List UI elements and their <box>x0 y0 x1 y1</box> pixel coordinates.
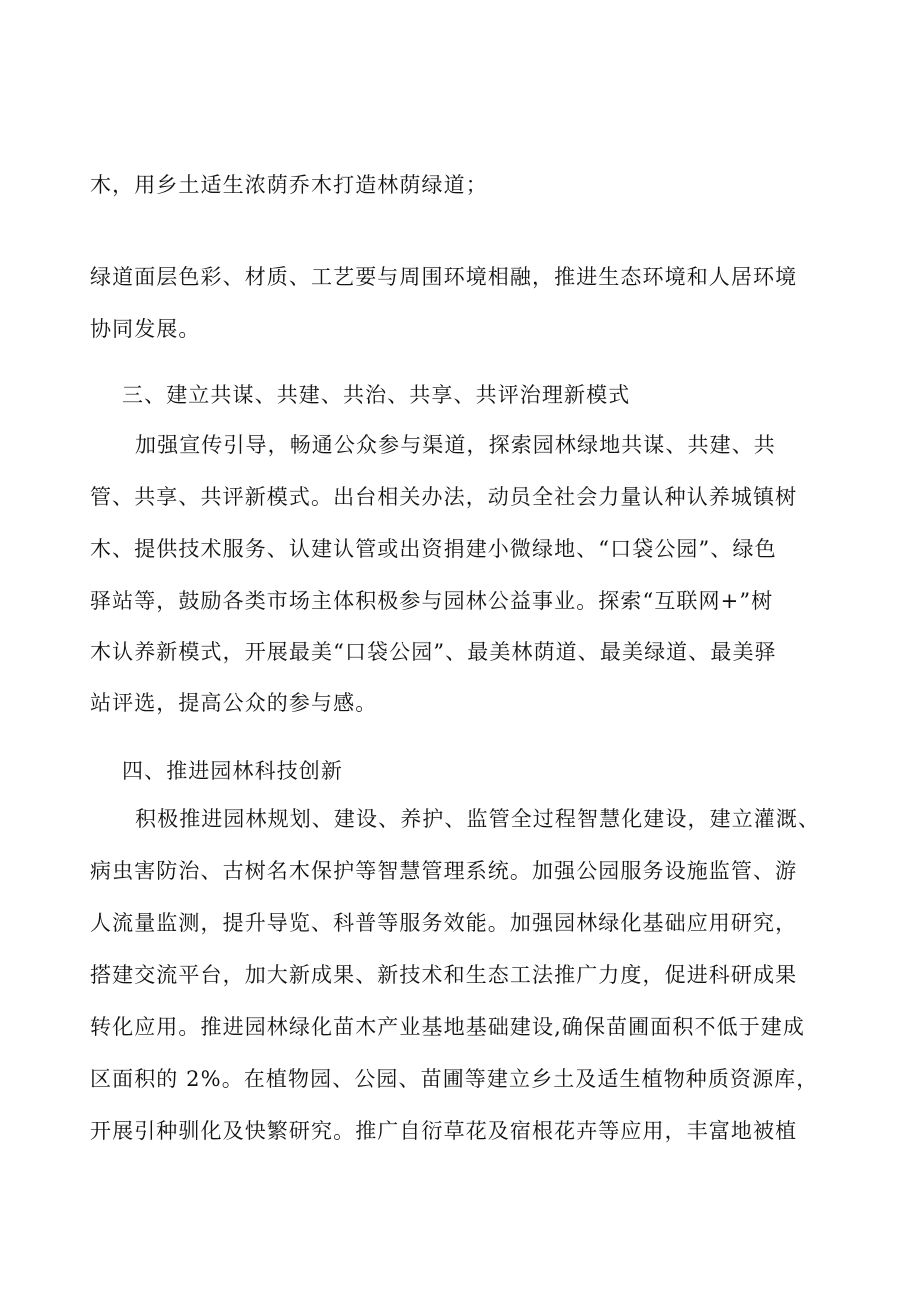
section-heading: 三、建立共谋、共建、共治、共享、共评治理新模式 <box>122 383 631 407</box>
paragraph-line: 病虫害防治、古树名木保护等智慧管理系统。加强公园服务设施监管、游 <box>90 859 798 883</box>
paragraph-line: 区面积的 2%。在植物园、公园、苗圃等建立乡土及适生植物种质资源库， <box>90 1067 819 1091</box>
paragraph-line: 管、共享、共评新模式。出台相关办法，动员全社会力量认种认养城镇树 <box>90 485 798 509</box>
section-heading: 四、推进园林科技创新 <box>122 759 343 783</box>
paragraph-line: 驿站等，鼓励各类市场主体积极参与园林公益事业。探索“互联网+”树 <box>90 589 774 613</box>
paragraph-line: 人流量监测，提升导览、科普等服务效能。加强园林绿化基础应用研究， <box>90 911 798 935</box>
paragraph-line: 加强宣传引导，畅通公众参与渠道，探索园林绿地共谋、共建、共 <box>135 433 776 457</box>
paragraph-line: 开展引种驯化及快繁研究。推广自衍草花及宿根花卉等应用，丰富地被植 <box>90 1119 798 1143</box>
paragraph-line: 积极推进园林规划、建设、养护、监管全过程智慧化建设，建立灌溉、 <box>135 807 821 831</box>
paragraph-line: 木，用乡土适生浓荫乔木打造林荫绿道； <box>90 173 488 197</box>
paragraph-line: 木认养新模式，开展最美“口袋公园”、最美林荫道、最美绿道、最美驿 <box>90 640 777 664</box>
paragraph-line: 协同发展。 <box>90 317 201 341</box>
paragraph-line: 转化应用。推进园林绿化苗木产业基地基础建设,确保苗圃面积不低于建成 <box>90 1015 805 1039</box>
paragraph-line: 绿道面层色彩、材质、工艺要与周围环境相融，推进生态环境和人居环境 <box>90 265 798 289</box>
paragraph-line: 站评选，提高公众的参与感。 <box>90 691 378 715</box>
paragraph-line: 木、提供技术服务、认建认管或出资捐建小微绿地、“口袋公园”、绿色 <box>90 537 777 561</box>
paragraph-line: 搭建交流平台，加大新成果、新技术和生态工法推广力度，促进科研成果 <box>90 963 798 987</box>
